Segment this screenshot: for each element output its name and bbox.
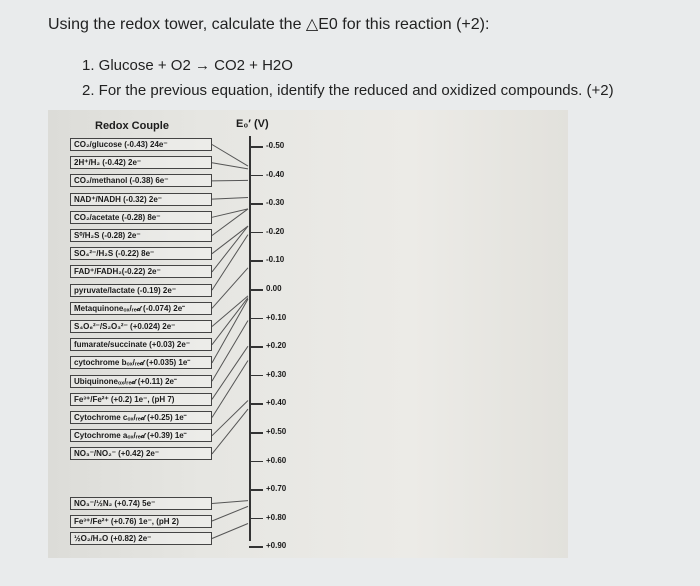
question-items <box>82 53 614 103</box>
tick-label: 0.00 <box>266 284 282 293</box>
tick-mark <box>249 432 263 434</box>
tick-mark <box>249 518 263 520</box>
redox-couple: pyruvate/lactate (-0.19) 2e⁻ <box>70 284 212 297</box>
redox-tower-photo <box>48 110 568 558</box>
redox-couple: NAD⁺/NADH (-0.32) 2e⁻ <box>70 193 212 206</box>
redox-couple: NO₃⁻/½N₂ (+0.74) 5e⁻ <box>70 497 212 510</box>
redox-couple: Fe³⁺/Fe²⁺ (+0.76) 1e⁻, (pH 2) <box>70 515 212 528</box>
connector-line <box>212 268 248 308</box>
redox-couple: S⁰/H₂S (-0.28) 2e⁻ <box>70 229 212 242</box>
tick-label: -0.30 <box>266 198 285 208</box>
tick-label: +0.50 <box>266 427 287 436</box>
redox-couple: FAD⁺/FADH₂(-0.22) 2e⁻ <box>70 265 212 278</box>
question-text: Using the redox tower, calculate the △E0 for this reaction (+2): <box>48 16 490 33</box>
connector-line <box>212 506 248 521</box>
connector-line <box>212 235 248 290</box>
connector-line <box>212 180 248 181</box>
tick-label: +0.80 <box>266 512 287 522</box>
redox-couple: cytochrome bₒₓ/ᵣₑ𝒹 (+0.035) 1e⁻ <box>70 356 212 369</box>
connector-line <box>212 501 248 504</box>
question-item-2: 2. For the previous equation, identify the reduced and oxidized compounds. (+2) <box>82 82 614 99</box>
redox-couple: Metaquinoneₒₓ/ᵣₑ𝒹 (-0.074) 2e⁻ <box>70 302 212 315</box>
tick-label: -0.20 <box>266 226 285 236</box>
tick-mark <box>249 260 263 262</box>
tick-mark <box>249 403 263 405</box>
redox-couple: SO₄²⁻/H₂S (-0.22) 8e⁻ <box>70 247 212 260</box>
tick-mark <box>249 375 263 377</box>
connector-line <box>212 361 248 418</box>
redox-couple-header: Redox Couple <box>95 120 169 132</box>
tick-label: -0.40 <box>266 169 285 179</box>
potential-axis <box>249 136 251 541</box>
tick-mark <box>249 232 263 234</box>
connector-line <box>212 298 248 345</box>
tick-label: +0.10 <box>266 312 287 322</box>
redox-couple: S₄O₆²⁻/S₂O₃²⁻ (+0.024) 2e⁻ <box>70 320 212 333</box>
tick-mark <box>249 146 263 148</box>
connector-line <box>212 145 248 167</box>
redox-couple: 2H⁺/H₂ (-0.42) 2e⁻ <box>70 156 212 169</box>
connector-line <box>212 197 248 199</box>
tick-mark <box>249 461 263 463</box>
redox-couple: fumarate/succinate (+0.03) 2e⁻ <box>70 338 212 351</box>
tick-mark <box>249 546 263 548</box>
connector-line <box>212 524 248 539</box>
tick-label: +0.30 <box>266 369 287 379</box>
tick-mark <box>249 318 263 320</box>
redox-couple: CO₂/methanol (-0.38) 6e⁻ <box>70 174 212 187</box>
question-item-1: 1. Glucose + O2 → CO2 + H2O <box>82 57 293 74</box>
redox-couple: Fe³⁺/Fe²⁺ (+0.2) 1e⁻, (pH 7) <box>70 393 212 406</box>
connector-line <box>212 163 248 169</box>
redox-couple: NO₃⁻/NO₂⁻ (+0.42) 2e⁻ <box>70 447 212 460</box>
tick-label: +0.60 <box>266 455 287 465</box>
tick-label: -0.50 <box>266 141 285 150</box>
tick-label: +0.90 <box>266 541 287 551</box>
connector-line <box>212 401 248 436</box>
tick-mark <box>249 203 263 205</box>
redox-couple: CO₂/glucose (-0.43) 24e⁻ <box>70 138 212 151</box>
connector-line <box>212 409 248 454</box>
potential-header: E₀′ (V) <box>236 118 269 130</box>
redox-couple: Ubiquinoneₒₓ/ᵣₑ𝒹 (+0.11) 2e⁻ <box>70 375 212 388</box>
tick-mark <box>249 289 263 291</box>
tick-mark <box>249 489 263 491</box>
redox-couple: ½O₂/H₂O (+0.82) 2e⁻ <box>70 532 212 545</box>
redox-couple: CO₂/acetate (-0.28) 8e⁻ <box>70 211 212 224</box>
tick-label: +0.20 <box>266 341 287 351</box>
redox-couple: Cytochrome cₒₓ/ᵣₑ𝒹 (+0.25) 1e⁻ <box>70 411 212 424</box>
tick-mark <box>249 346 263 348</box>
tick-mark <box>249 175 263 177</box>
tick-label: +0.40 <box>266 398 287 408</box>
redox-couple: Cytochrome aₒₓ/ᵣₑ𝒹 (+0.39) 1e⁻ <box>70 429 212 442</box>
tick-label: +0.70 <box>266 484 287 494</box>
tick-label: -0.10 <box>266 255 285 265</box>
